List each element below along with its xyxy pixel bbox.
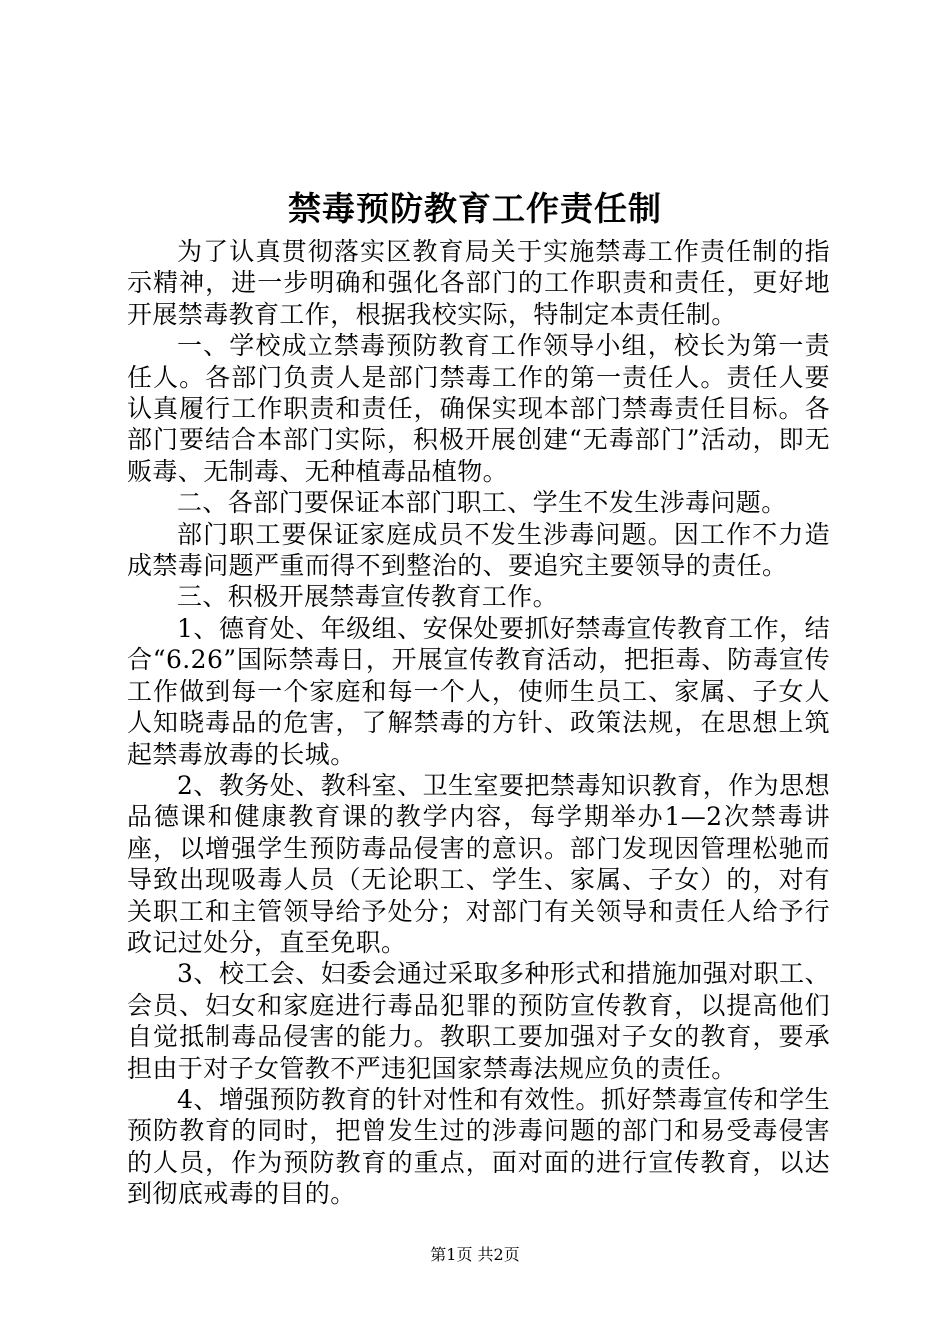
document-title: 禁毒预防教育工作责任制 — [288, 189, 662, 228]
paragraph-item-1: 1、德育处、年级组、安保处要抓好禁毒宣传教育工作，结合“6.26”国际禁毒日，开展宣传教育活动，把拒毒、防毒宣传工作做到每一个家庭和每一个人，使师生员工、家属、子女人人知晓毒品的危害，了解禁毒的方针、政策法规，在思想上筑起禁毒放毒的长城。 — [127, 613, 830, 769]
paragraph-section-2-detail: 部门职工要保证家庭成员不发生涉毒问题。因工作不力造成禁毒问题严重而得不到整治的、要追究主要领导的责任。 — [127, 519, 830, 581]
page-number-footer: 第1页 共2页 — [430, 1245, 520, 1264]
document-body — [127, 236, 830, 1210]
paragraph-intro: 为了认真贯彻落实区教育局关于实施禁毒工作责任制的指示精神，进一步明确和强化各部门的工作职责和责任，更好地开展禁毒教育工作，根据我校实际，特制定本责任制。 — [127, 237, 830, 329]
paragraph-item-4: 4、增强预防教育的针对性和有效性。抓好禁毒宣传和学生预防教育的同时，把曾发生过的涉毒问题的部门和易受毒侵害的人员，作为预防教育的重点，面对面的进行宣传教育，以达到彻底戒毒的目的。 — [127, 1084, 830, 1209]
paragraph-section-3: 三、积极开展禁毒宣传教育工作。 — [177, 582, 559, 612]
paragraph-item-3: 3、校工会、妇委会通过采取多种形式和措施加强对职工、会员、妇女和家庭进行毒品犯罪的预防宣传教育，以提高他们自觉抵制毒品侵害的能力。教职工要加强对子女的教育，要承担由于对子女管教不严违犯国家禁毒法规应负的责任。 — [127, 959, 830, 1083]
paragraph-section-2: 二、各部门要保证本部门职工、学生不发生涉毒问题。 — [177, 488, 787, 518]
paragraph-item-2: 2、教务处、教科室、卫生室要把禁毒知识教育，作为思想品德课和健康教育课的教学内容，每学期举办1—2次禁毒讲座，以增强学生预防毒品侵害的意识。部门发现因管理松驰而导致出现吸毒人员（无论职工、学生、家属、子女）的，对有关职工和主管领导给予处分；对部门有关领导和责任人给予行政记过处分，直至免职。 — [127, 770, 830, 957]
paragraph-section-1: 一、学校成立禁毒预防教育工作领导小组，校长为第一责任人。各部门负责人是部门禁毒工作的第一责任人。责任人要认真履行工作职责和责任，确保实现本部门禁毒责任目标。各部门要结合本部门实际，积极开展创建“无毒部门”活动，即无贩毒、无制毒、无种植毒品植物。 — [127, 331, 830, 486]
